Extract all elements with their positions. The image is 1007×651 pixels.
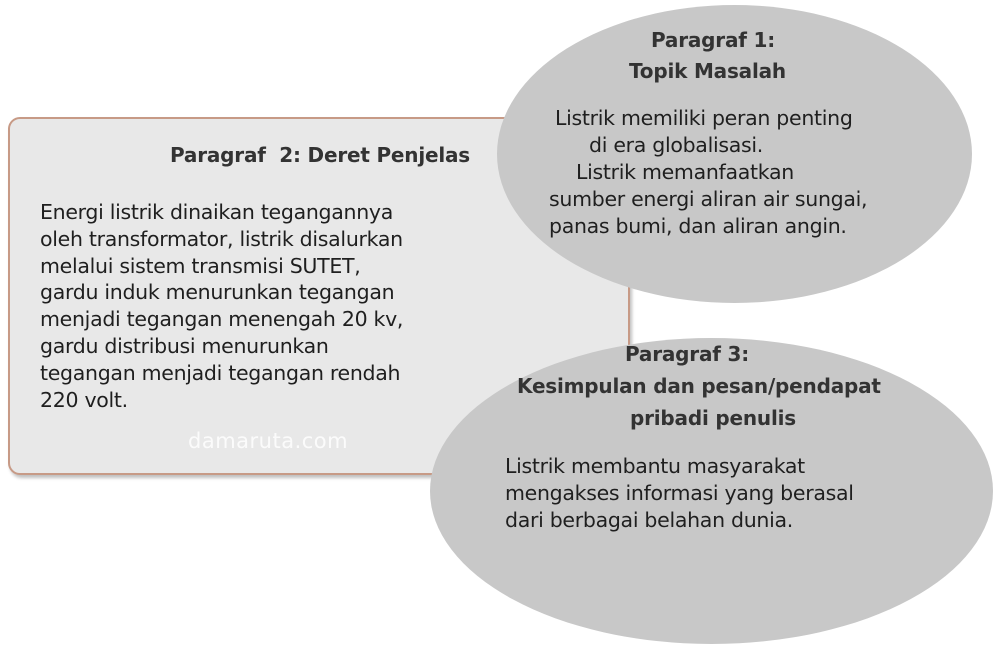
paragraf-3-subheading-2: pribadi penulis (630, 406, 796, 430)
paragraf-2-line: menjadi tegangan menengah 20 kv, (40, 307, 404, 332)
paragraf-2-line: tegangan menjadi tegangan rendah (40, 360, 401, 385)
paragraf-3-line: dari berbagai belahan dunia. (505, 508, 793, 532)
paragraf-2-line: gardu induk menurunkan tegangan (40, 280, 395, 305)
paragraf-1-line: Listrik memanfaatkan (576, 160, 794, 184)
paragraf-1-line: panas bumi, dan aliran angin. (549, 214, 847, 238)
paragraf-2-line: 220 volt. (40, 387, 128, 412)
paragraf-2-line: melalui sistem transmisi SUTET, (40, 253, 361, 278)
paragraf-1-line: Listrik memiliki peran penting (555, 106, 853, 130)
watermark: damaruta.com (188, 429, 349, 453)
paragraf-2-title: Paragraf 2: Deret Penjelas (170, 143, 471, 167)
paragraf-1-line: sumber energi aliran air sungai, (549, 187, 868, 211)
paragraf-3-line: mengakses informasi yang berasal (505, 481, 854, 505)
paragraf-3-subheading: Kesimpulan dan pesan/pendapat (517, 374, 881, 398)
paragraf-1-subheading: Topik Masalah (629, 59, 786, 83)
paragraf-2-line: Energi listrik dinaikan tegangannya (40, 200, 393, 224)
paragraf-3-heading: Paragraf 3: (625, 342, 750, 366)
paragraf-2-body (40, 199, 480, 413)
paragraf-1-line: di era globalisasi. (589, 133, 763, 157)
paragraf-2-line: gardu distribusi menurunkan (40, 333, 329, 358)
paragraf-1-heading: Paragraf 1: (651, 28, 776, 52)
paragraf-3-line: Listrik membantu masyarakat (505, 454, 805, 478)
paragraf-2-line: oleh transformator, listrik disalurkan (40, 226, 403, 251)
